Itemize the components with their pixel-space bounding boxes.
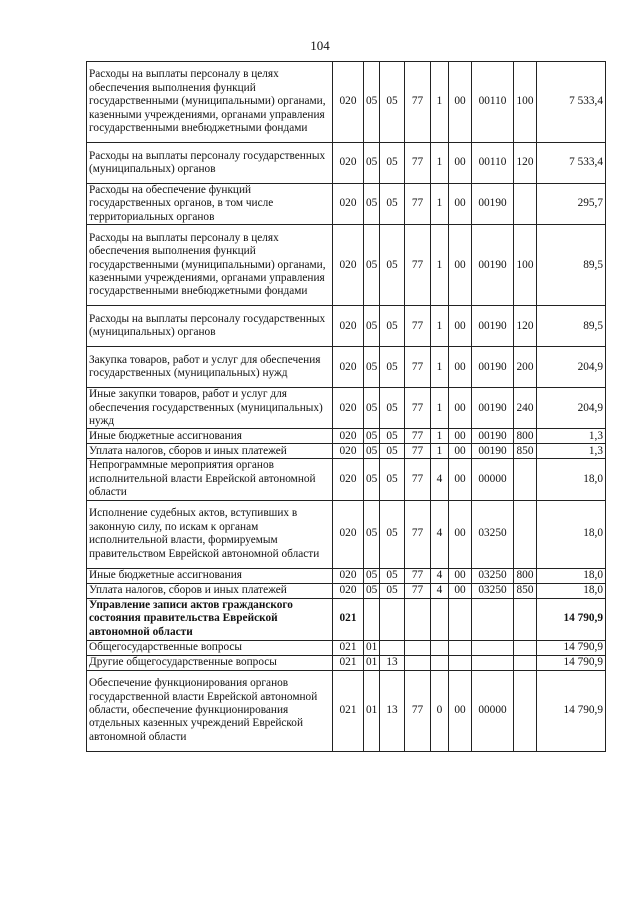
row-name: Иные бюджетные ассигнования — [87, 429, 333, 444]
subprogram-code: 1 — [431, 62, 449, 143]
subprogram-code: 1 — [431, 444, 449, 459]
table-row — [87, 225, 606, 306]
subsection-code: 05 — [380, 568, 405, 583]
program-code — [405, 598, 431, 640]
amount: 14 790,9 — [537, 640, 606, 655]
section-code: 05 — [364, 388, 380, 429]
subsection-code: 05 — [380, 62, 405, 143]
direction-code: 00 — [449, 500, 472, 568]
admin-code: 020 — [333, 62, 364, 143]
admin-code: 020 — [333, 225, 364, 306]
direction-code: 00 — [449, 143, 472, 184]
program-code: 77 — [405, 444, 431, 459]
table-row — [87, 655, 606, 670]
admin-code: 020 — [333, 184, 364, 225]
expense-code: 03250 — [472, 500, 514, 568]
row-name: Расходы на выплаты персоналу государственных (муниципальных) органов — [87, 143, 333, 184]
row-name: Иные закупки товаров, работ и услуг для обеспечения государственных (муниципальных) нужд — [87, 388, 333, 429]
row-name: Исполнение судебных актов, вступивших в законную силу, по искам к органам исполнительной власти, формируемым правительством Еврейской автономной области — [87, 500, 333, 568]
expense-code: 00000 — [472, 459, 514, 500]
expense-code: 00110 — [472, 62, 514, 143]
amount: 89,5 — [537, 225, 606, 306]
expense-code: 00190 — [472, 225, 514, 306]
section-code: 01 — [364, 655, 380, 670]
expense-code: 03250 — [472, 568, 514, 583]
subsection-code: 05 — [380, 459, 405, 500]
subsection-code: 13 — [380, 670, 405, 751]
admin-code: 020 — [333, 306, 364, 347]
subprogram-code — [431, 640, 449, 655]
section-code: 05 — [364, 444, 380, 459]
amount: 89,5 — [537, 306, 606, 347]
table-row — [87, 640, 606, 655]
subsection-code: 05 — [380, 143, 405, 184]
direction-code: 00 — [449, 225, 472, 306]
row-name: Расходы на обеспечение функций государственных органов, в том числе территориальных органов — [87, 184, 333, 225]
section-code: 05 — [364, 62, 380, 143]
section-code: 05 — [364, 306, 380, 347]
expense-type-code: 850 — [514, 583, 537, 598]
table-row — [87, 388, 606, 429]
expense-code: 00110 — [472, 143, 514, 184]
row-name: Общегосударственные вопросы — [87, 640, 333, 655]
subsection-code: 05 — [380, 444, 405, 459]
admin-code: 020 — [333, 347, 364, 388]
expense-type-code — [514, 500, 537, 568]
program-code: 77 — [405, 429, 431, 444]
admin-code: 020 — [333, 568, 364, 583]
row-name: Расходы на выплаты персоналу в целях обеспечения выполнения функций государственными (муниципальными) органами, казенными учреждениями, органами управления государственными внебюджетными фондами — [87, 225, 333, 306]
row-name: Расходы на выплаты персоналу государственных (муниципальных) органов — [87, 306, 333, 347]
amount: 295,7 — [537, 184, 606, 225]
program-code: 77 — [405, 225, 431, 306]
section-code: 05 — [364, 500, 380, 568]
direction-code: 00 — [449, 184, 472, 225]
expense-type-code — [514, 670, 537, 751]
direction-code: 00 — [449, 670, 472, 751]
section-code: 05 — [364, 184, 380, 225]
section-code — [364, 598, 380, 640]
row-name: Иные бюджетные ассигнования — [87, 568, 333, 583]
expense-type-code — [514, 655, 537, 670]
subsection-code: 13 — [380, 655, 405, 670]
table-row — [87, 670, 606, 751]
amount: 14 790,9 — [537, 655, 606, 670]
table-row — [87, 429, 606, 444]
subprogram-code: 1 — [431, 225, 449, 306]
section-code: 05 — [364, 583, 380, 598]
program-code: 77 — [405, 568, 431, 583]
amount: 18,0 — [537, 568, 606, 583]
expense-code — [472, 640, 514, 655]
admin-code: 020 — [333, 143, 364, 184]
subprogram-code: 1 — [431, 184, 449, 225]
admin-code: 020 — [333, 429, 364, 444]
row-name: Обеспечение функционирования органов государственной власти Еврейской автономной области, обеспечение функционирования отдельных казенных учреждений Еврейской автономной области — [87, 670, 333, 751]
section-code: 05 — [364, 347, 380, 388]
admin-code: 020 — [333, 500, 364, 568]
expense-type-code: 120 — [514, 306, 537, 347]
program-code: 77 — [405, 388, 431, 429]
table-row — [87, 598, 606, 640]
subprogram-code: 4 — [431, 500, 449, 568]
admin-code: 021 — [333, 598, 364, 640]
expense-type-code: 800 — [514, 568, 537, 583]
subprogram-code: 0 — [431, 670, 449, 751]
row-name: Расходы на выплаты персоналу в целях обеспечения выполнения функций государственными (муниципальными) органами, казенными учреждениями, органами управления государственными внебюджетными фондами — [87, 62, 333, 143]
subsection-code: 05 — [380, 429, 405, 444]
expense-type-code — [514, 598, 537, 640]
direction-code: 00 — [449, 583, 472, 598]
section-code: 05 — [364, 568, 380, 583]
row-name: Непрограммные мероприятия органов исполнительной власти Еврейской автономной области — [87, 459, 333, 500]
subsection-code: 05 — [380, 388, 405, 429]
amount: 18,0 — [537, 459, 606, 500]
section-code: 01 — [364, 640, 380, 655]
admin-code: 021 — [333, 655, 364, 670]
program-code: 77 — [405, 500, 431, 568]
subsection-code — [380, 640, 405, 655]
admin-code: 020 — [333, 388, 364, 429]
direction-code: 00 — [449, 306, 472, 347]
table-row — [87, 347, 606, 388]
page-number: 104 — [310, 38, 330, 53]
amount: 1,3 — [537, 429, 606, 444]
table-row — [87, 583, 606, 598]
direction-code — [449, 640, 472, 655]
subprogram-code: 1 — [431, 347, 449, 388]
expense-code — [472, 598, 514, 640]
table-row — [87, 306, 606, 347]
program-code — [405, 655, 431, 670]
amount: 7 533,4 — [537, 62, 606, 143]
expense-code: 00190 — [472, 388, 514, 429]
amount: 18,0 — [537, 500, 606, 568]
subsection-code: 05 — [380, 225, 405, 306]
table-row — [87, 444, 606, 459]
direction-code: 00 — [449, 444, 472, 459]
amount: 204,9 — [537, 388, 606, 429]
direction-code: 00 — [449, 568, 472, 583]
amount: 1,3 — [537, 444, 606, 459]
subprogram-code — [431, 655, 449, 670]
expense-code: 00190 — [472, 429, 514, 444]
program-code: 77 — [405, 306, 431, 347]
admin-code: 020 — [333, 444, 364, 459]
direction-code: 00 — [449, 459, 472, 500]
table-row — [87, 143, 606, 184]
expense-type-code: 240 — [514, 388, 537, 429]
row-name: Уплата налогов, сборов и иных платежей — [87, 444, 333, 459]
row-name: Уплата налогов, сборов и иных платежей — [87, 583, 333, 598]
amount: 204,9 — [537, 347, 606, 388]
expense-code — [472, 655, 514, 670]
subprogram-code — [431, 598, 449, 640]
section-code: 05 — [364, 429, 380, 444]
section-code: 05 — [364, 459, 380, 500]
subprogram-code: 1 — [431, 306, 449, 347]
expense-type-code: 100 — [514, 225, 537, 306]
subprogram-code: 4 — [431, 459, 449, 500]
table-row — [87, 184, 606, 225]
subprogram-code: 1 — [431, 143, 449, 184]
direction-code: 00 — [449, 388, 472, 429]
table-row — [87, 568, 606, 583]
expense-type-code — [514, 184, 537, 225]
table-row — [87, 459, 606, 500]
subsection-code: 05 — [380, 583, 405, 598]
expense-code: 00190 — [472, 306, 514, 347]
subsection-code — [380, 598, 405, 640]
expense-type-code: 850 — [514, 444, 537, 459]
subprogram-code: 4 — [431, 583, 449, 598]
amount: 14 790,9 — [537, 670, 606, 751]
program-code — [405, 640, 431, 655]
section-code: 05 — [364, 143, 380, 184]
subsection-code: 05 — [380, 500, 405, 568]
direction-code: 00 — [449, 429, 472, 444]
table-row — [87, 500, 606, 568]
section-code: 01 — [364, 670, 380, 751]
program-code: 77 — [405, 347, 431, 388]
amount: 7 533,4 — [537, 143, 606, 184]
amount: 14 790,9 — [537, 598, 606, 640]
subsection-code: 05 — [380, 306, 405, 347]
expense-type-code — [514, 459, 537, 500]
program-code: 77 — [405, 62, 431, 143]
expense-code: 00190 — [472, 184, 514, 225]
subprogram-code: 1 — [431, 429, 449, 444]
admin-code: 021 — [333, 670, 364, 751]
expense-code: 00000 — [472, 670, 514, 751]
program-code: 77 — [405, 670, 431, 751]
table-row — [87, 62, 606, 143]
program-code: 77 — [405, 583, 431, 598]
program-code: 77 — [405, 143, 431, 184]
expense-code: 00190 — [472, 444, 514, 459]
row-name: Управление записи актов гражданского состояния правительства Еврейской автономной области — [87, 598, 333, 640]
expense-code: 03250 — [472, 583, 514, 598]
direction-code — [449, 655, 472, 670]
direction-code: 00 — [449, 347, 472, 388]
expense-type-code: 100 — [514, 62, 537, 143]
subprogram-code: 1 — [431, 388, 449, 429]
admin-code: 020 — [333, 459, 364, 500]
row-name: Другие общегосударственные вопросы — [87, 655, 333, 670]
expense-type-code — [514, 640, 537, 655]
program-code: 77 — [405, 459, 431, 500]
admin-code: 021 — [333, 640, 364, 655]
row-name: Закупка товаров, работ и услуг для обеспечения государственных (муниципальных) нужд — [87, 347, 333, 388]
subprogram-code: 4 — [431, 568, 449, 583]
amount: 18,0 — [537, 583, 606, 598]
expense-code: 00190 — [472, 347, 514, 388]
subsection-code: 05 — [380, 347, 405, 388]
direction-code — [449, 598, 472, 640]
subsection-code: 05 — [380, 184, 405, 225]
budget-table — [86, 61, 606, 752]
admin-code: 020 — [333, 583, 364, 598]
expense-type-code: 800 — [514, 429, 537, 444]
program-code: 77 — [405, 184, 431, 225]
expense-type-code: 120 — [514, 143, 537, 184]
section-code: 05 — [364, 225, 380, 306]
direction-code: 00 — [449, 62, 472, 143]
expense-type-code: 200 — [514, 347, 537, 388]
